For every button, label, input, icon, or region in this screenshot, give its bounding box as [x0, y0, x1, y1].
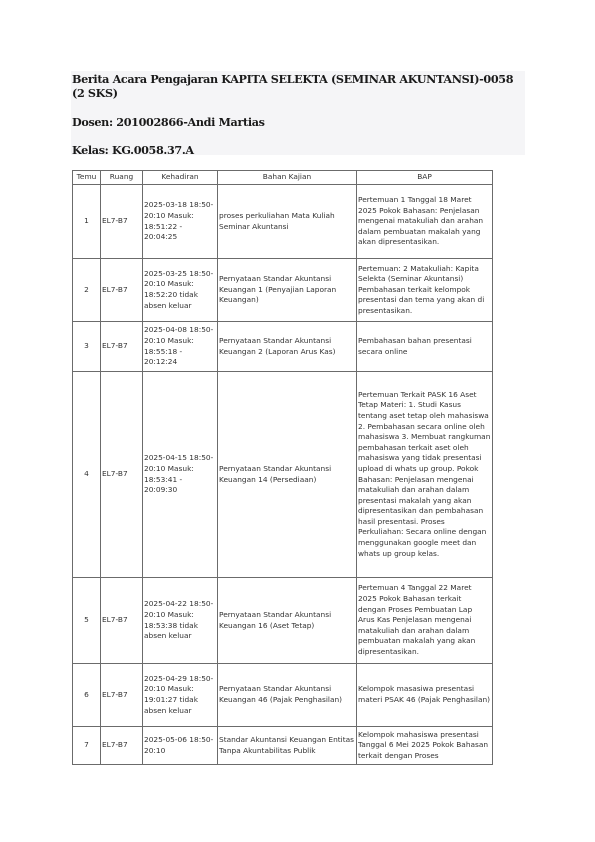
cell-bahan-kajian: Standar Akuntansi Keuangan Entitas Tanpa Akuntabilitas Publik: [218, 727, 357, 765]
table-row: [73, 578, 493, 664]
cell-ruang: EL7-B7: [101, 322, 143, 372]
column-header-bahan-kajian: Bahan Kajian: [218, 171, 357, 185]
cell-bap: Pertemuan: 2 Matakuliah: Kapita Selekta (Seminar Akuntansi) Pembahasan terkait kelompok presentasi dan tema yang akan di presentasikan.: [357, 259, 493, 322]
cell-bap: Kelompok mahasiswa presentasi Tanggal 6 Mei 2025 Pokok Bahasan terkait dengan Proses: [357, 727, 493, 765]
column-header-kehadiran: Kehadiran: [143, 171, 218, 185]
cell-temu: 6: [73, 664, 101, 727]
cell-ruang: EL7-B7: [101, 727, 143, 765]
cell-bahan-kajian: Pernyataan Standar Akuntansi Keuangan 46 (Pajak Penghasilan): [218, 664, 357, 727]
table-row: [73, 185, 493, 259]
class-line: Kelas: KG.0058.37.A: [72, 143, 194, 157]
cell-temu: 1: [73, 185, 101, 259]
cell-bahan-kajian: Pernyataan Standar Akuntansi Keuangan 16 (Aset Tetap): [218, 578, 357, 664]
cell-ruang: EL7-B7: [101, 185, 143, 259]
cell-kehadiran: 2025-04-29 18:50-20:10 Masuk: 19:01:27 tidak absen keluar: [143, 664, 218, 727]
column-header-ruang: Ruang: [101, 171, 143, 185]
cell-temu: 5: [73, 578, 101, 664]
cell-temu: 7: [73, 727, 101, 765]
cell-bap: Pertemuan 4 Tanggal 22 Maret 2025 Pokok Bahasan terkait dengan Proses Pembuatan Lap Arus Kas Penjelasan mengenai matakuliah dan arahan dalam pembuatan makalah yang akan dipresentasikan.: [357, 578, 493, 664]
table-row: [73, 664, 493, 727]
cell-kehadiran: 2025-04-08 18:50-20:10 Masuk: 18:55:18 - 20:12:24: [143, 322, 218, 372]
cell-bap: Pertemuan 1 Tanggal 18 Maret 2025 Pokok Bahasan: Penjelasan mengenai matakuliah dan arahan dalam pembuatan makalah yang akan dipresentasikan.: [357, 185, 493, 259]
table-row: [73, 727, 493, 765]
cell-bap: Pertemuan Terkait PASK 16 Aset Tetap Materi: 1. Studi Kasus tentang aset tetap oleh mahasiswa 2. Pembahasan secara online oleh mahasiswa 3. Membuat rangkuman pembahasan terkait aset oleh mahasiswa yang tidak presentasi upload di whats up group. Pokok Bahasan: Penjelasan mengenai matakuliah dan arahan dalam presentasi makalah yang akan dipresentasikan dan pembahasan hasil presentasi. Proses Perkuliahan: Secara online dengan menggunakan google meet dan whats up group kelas.: [357, 372, 493, 578]
cell-bap: Kelompok masasiwa presentasi materi PSAK 46 (Pajak Penghasilan): [357, 664, 493, 727]
cell-kehadiran: 2025-03-18 18:50-20:10 Masuk: 18:51:22 - 20:04:25: [143, 185, 218, 259]
cell-bahan-kajian: Pernyataan Standar Akuntansi Keuangan 1 (Penyajian Laporan Keuangan): [218, 259, 357, 322]
cell-bap: Pembahasan bahan presentasi secara online: [357, 322, 493, 372]
cell-temu: 2: [73, 259, 101, 322]
cell-temu: 3: [73, 322, 101, 372]
cell-bahan-kajian: proses perkuliahan Mata Kuliah Seminar Akuntansi: [218, 185, 357, 259]
cell-bahan-kajian: Pernyataan Standar Akuntansi Keuangan 2 (Laporan Arus Kas): [218, 322, 357, 372]
cell-bahan-kajian: Pernyataan Standar Akuntansi Keuangan 14 (Persediaan): [218, 372, 357, 578]
cell-ruang: EL7-B7: [101, 372, 143, 578]
cell-kehadiran: 2025-04-22 18:50-20:10 Masuk: 18:53:38 tidak absen keluar: [143, 578, 218, 664]
column-header-bap: BAP: [357, 171, 493, 185]
lecturer-line: Dosen: 201002866-Andi Martias: [72, 115, 265, 129]
cell-kehadiran: 2025-05-06 18:50-20:10: [143, 727, 218, 765]
table-row: [73, 259, 493, 322]
column-header-temu: Temu: [73, 171, 101, 185]
cell-ruang: EL7-B7: [101, 664, 143, 727]
cell-kehadiran: 2025-03-25 18:50-20:10 Masuk: 18:52:20 tidak absen keluar: [143, 259, 218, 322]
cell-ruang: EL7-B7: [101, 259, 143, 322]
cell-ruang: EL7-B7: [101, 578, 143, 664]
cell-temu: 4: [73, 372, 101, 578]
cell-kehadiran: 2025-04-15 18:50-20:10 Masuk: 18:53:41 - 20:09:30: [143, 372, 218, 578]
table-row: [73, 372, 493, 578]
document-title: Berita Acara Pengajaran KAPITA SELEKTA (SEMINAR AKUNTANSI)-0058 (2 SKS): [72, 72, 514, 100]
table-row: [73, 322, 493, 372]
attendance-table: [72, 170, 493, 765]
table-header-row: [73, 171, 493, 185]
